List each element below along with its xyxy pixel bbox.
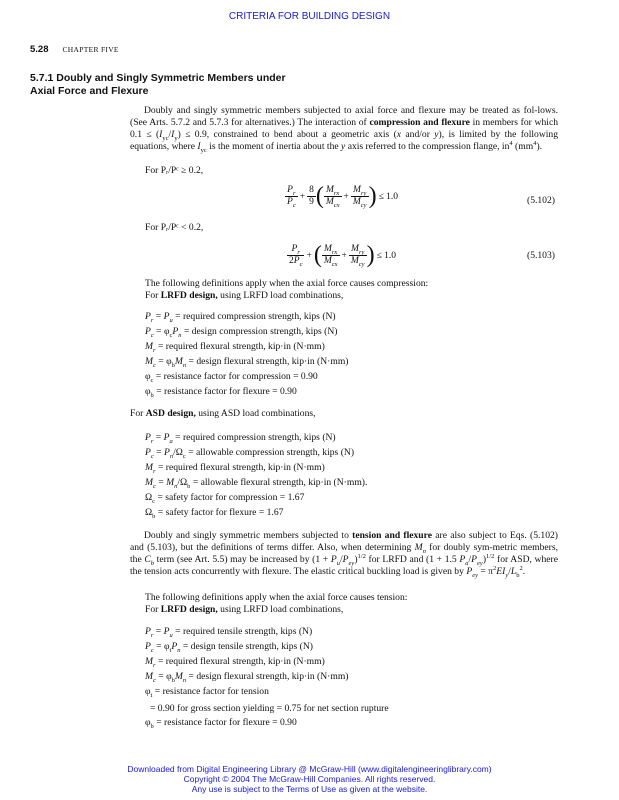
def-row: $P_c = \varphi_tP_n$ = design tensile strength, kips (N) (145, 641, 313, 654)
lrfd-rest-2: using LRFD load combinations, (217, 604, 344, 615)
intro-text-9: ). (536, 141, 543, 152)
def-text: = safety factor for compression = 1.67 (157, 492, 305, 503)
def-text: = required compression strength, kips (N) (175, 311, 336, 322)
tension-text-a: Doubly and singly symmetric members subjected to (144, 530, 353, 541)
def-text: = required flexural strength, kip·in (N·mm) (157, 462, 325, 473)
condition-2: For Pᵣ/Pᶜ < 0.2, (145, 222, 204, 233)
def-text: = design tensile strength, kips (N) (182, 641, 313, 652)
equation-5-102: $\frac{P_r}{P_c}$ + $\frac{8}{9}$ ( $\frac{M_{rx}}{M_{cx}}$ + $\frac{M_{ry}}{M_{cy}}$ ) ≤ 1.0 (287, 183, 399, 209)
intro-paragraph: Doubly and singly symmetric members subjected to axial force and flexure may be treated as fol-lows. (See Arts. 5.7.2 and 5.7.3 for alternatives.) The interaction of compression and flexure in members for which $0.1 \le (I_{yc}/I_y) \le 0.9$, constrained to bend about a geometric axis (x and/or y), is limited by the following equations, where $I_{yc}$ is the moment of inertia about the y axis referred to the compression flange, $in^4$ $(mm^4)$. (130, 105, 559, 154)
def-row: $P_r = P_a$ = required compression strength, kips (N) (145, 432, 336, 445)
def-row: $P_r = P_u$ = required tensile strength, kips (N) (145, 626, 313, 639)
section-title-line1: 5.7.1 Doubly and Singly Symmetric Members under (30, 72, 286, 84)
eq1-rhs: ≤ 1.0 (378, 191, 399, 202)
page-number: 5.28 (30, 44, 49, 55)
tension-text-e: ) (354, 554, 358, 565)
for-word-1: For (145, 290, 161, 301)
intro-text-6: is the moment of inertia about the (206, 141, 342, 152)
def-text: = resistance factor for tension (154, 686, 269, 697)
lrfd-rest-1: using LRFD load combinations, (217, 290, 344, 301)
intro-text-8: (mm (512, 141, 534, 152)
equation-5-103: $\frac{P_r}{2P_c}$ +( $\frac{M_{rx}}{M_{cx}}$ + $\frac{M_{ry}}{M_{cy}}$ ) ≤ 1.0 (289, 242, 397, 268)
def-row: $\varphi_b$ = resistance factor for flexure = 0.90 (145, 386, 297, 399)
chapter-label: CHAPTER FIVE (62, 45, 119, 54)
def-row: $\varphi_b$ = resistance factor for flexure = 0.90 (145, 717, 297, 730)
def-row: $\varphi_t$ = resistance factor for tension (145, 686, 269, 699)
intro-text-7: axis referred to the compression flange, in (345, 141, 510, 152)
intro-text-3: ) ≤ 0.9, constrained to bend about a geometric axis ( (177, 129, 397, 140)
eq2-coef: 2 (289, 256, 294, 266)
def-row: $M_c = M_n/\Omega_b$ = allowable flexural strength, kip·in (N·mm). (145, 477, 368, 490)
compression-lrfd-heading (145, 290, 343, 302)
asd-label: ASD design, (145, 408, 196, 419)
intro-text-2: in members for which 0.1 ≤ ( (130, 117, 558, 140)
def-text: = allowable flexural strength, kip·in (N·mm). (192, 477, 368, 488)
tension-text-f: for LRFD and (1 + 1.5 (365, 554, 460, 565)
tension-bold: tension and flexure (352, 530, 432, 541)
eq2-rhs: ≤ 1.0 (376, 250, 397, 261)
footer-terms[interactable]: Any use is subject to the Terms of Use as given at the website. (191, 784, 428, 794)
footer-download-link[interactable]: Downloaded from Digital Engineering Library @ McGraw-Hill (www.digitalengineeringlibrary.com) (127, 764, 492, 774)
tension-text-h: for ASD, where the tension acts concurrently with flexure. The elastic critical buckling load is given by (130, 554, 558, 577)
intro-text-1: Doubly and singly symmetric members subjected to axial force and flexure may be treated as fol-lows. (See Arts. 5.7.2 and 5.7.3 for alternatives.) The interaction of (130, 105, 558, 128)
def-text: = resistance factor for compression = 0.90 (155, 371, 318, 382)
lrfd-label-1: LRFD design, (160, 290, 218, 301)
def-row: $M_c = \varphi_bM_n$ = design flexural strength, kip·in (N·mm) (145, 356, 349, 369)
for-word-3: For (145, 604, 161, 615)
asd-rest: using ASD load combinations, (195, 408, 316, 419)
def-row: $P_r = P_u$ = required compression strength, kips (N) (145, 311, 336, 324)
def-row: $M_r$ = required flexural strength, kip·in (N·mm) (145, 341, 325, 354)
def-row: $M_r$ = required flexural strength, kip·in (N·mm) (145, 656, 325, 669)
eq2-number: (5.103) (527, 250, 555, 261)
def-text: = resistance factor for flexure = 0.90 (156, 386, 297, 397)
tension-paragraph: Doubly and singly symmetric members subjected to tension and flexure are also subject to Eqs. (5.102) and (5.103), but the definitions of terms differ. Also, when determining $M_n$ for doubly sym-metric members, the $C_b$ term (see Art. 5.5) may be increased by $(1 + P_u/P_{ey})^{1/2}$ for LRFD and (1 + 1.5 $P_a/P_{ey})^{1/2}$ for ASD, where the tension acts concurrently with flexure. The elastic critical buckling load is given by $P_{ey} = \pi^2EI_y/L_b^2$. (130, 530, 559, 579)
tension-text-j: . (522, 566, 526, 577)
def-row: $M_r$ = required flexural strength, kip·in (N·mm) (145, 462, 325, 475)
tension-intro: The following definitions apply when the axial force causes tension: (145, 592, 408, 603)
eq1-coef-num: 8 (309, 185, 314, 195)
page-header (30, 44, 119, 55)
def-text: = design flexural strength, kip·in (N·mm) (188, 671, 349, 682)
def-text: = design compression strength, kips (N) (183, 326, 338, 337)
compression-intro: The following definitions apply when the axial force causes compression: (145, 278, 429, 289)
def-text: = required flexural strength, kip·in (N·mm) (157, 341, 325, 352)
lrfd-label-2: LRFD design, (160, 604, 218, 615)
def-text: = resistance factor for flexure = 0.90 (156, 717, 297, 728)
tension-text-c: for doubly sym-metric members, the (130, 542, 559, 565)
def-row: $\varphi_c$ = resistance factor for compression = 0.90 (145, 371, 318, 384)
def-text: = required flexural strength, kip·in (N·mm) (157, 656, 325, 667)
tension-text-d: term (see Art. 5.5) may be increased by (1 + (154, 554, 331, 565)
compression-asd-heading (130, 408, 316, 420)
def-text: = required compression strength, kips (N) (175, 432, 336, 443)
footer (0, 764, 619, 794)
section-title-line2: Axial Force and Flexure (30, 85, 149, 97)
def-text: = safety factor for flexure = 1.67 (157, 507, 284, 518)
eq1-coef-den: 9 (309, 197, 314, 207)
for-word-2: For (130, 408, 146, 419)
def-row: $M_c = \varphi_bM_n$ = design flexural strength, kip·in (N·mm) (145, 671, 349, 684)
intro-text-4: and/or (401, 129, 435, 140)
def-text: = design flexural strength, kip·in (N·mm) (188, 356, 349, 367)
top-banner: CRITERIA FOR BUILDING DESIGN (228, 11, 391, 22)
def-row: $\Omega_c$ = safety factor for compression = 1.67 (145, 492, 305, 505)
def-row: $P_c = \varphi_cP_n$ = design compression strength, kips (N) (145, 326, 338, 339)
intro-text-5: ), is limited by the following equations, where (130, 129, 559, 152)
section-title (30, 72, 286, 98)
condition-1: For Pᵣ/Pᶜ ≥ 0.2, (145, 165, 204, 176)
tension-lrfd-heading (145, 604, 343, 616)
def-row: $\Omega_b$ = safety factor for flexure = 1.67 (145, 507, 284, 520)
footer-copyright: Copyright © 2004 The McGraw-Hill Companies. All rights reserved. (183, 774, 436, 784)
def-row: $P_c = P_n/\Omega_c$ = allowable compression strength, kips (N) (145, 447, 355, 460)
def-text: = required tensile strength, kips (N) (175, 626, 313, 637)
eq1-number: (5.102) (527, 195, 555, 206)
def-row: = 0.90 for gross section yielding = 0.75 for net section rupture (150, 703, 389, 714)
tension-text-i: = π (477, 566, 494, 577)
def-text: = allowable compression strength, kips (N) (188, 447, 355, 458)
intro-bold: compression and flexure (369, 117, 470, 128)
tension-text-b: are also subject to Eqs. (5.102) and (5.103), but the definitions of terms differ. Also, when determining (130, 530, 559, 553)
tension-text-g: ) (482, 554, 487, 565)
